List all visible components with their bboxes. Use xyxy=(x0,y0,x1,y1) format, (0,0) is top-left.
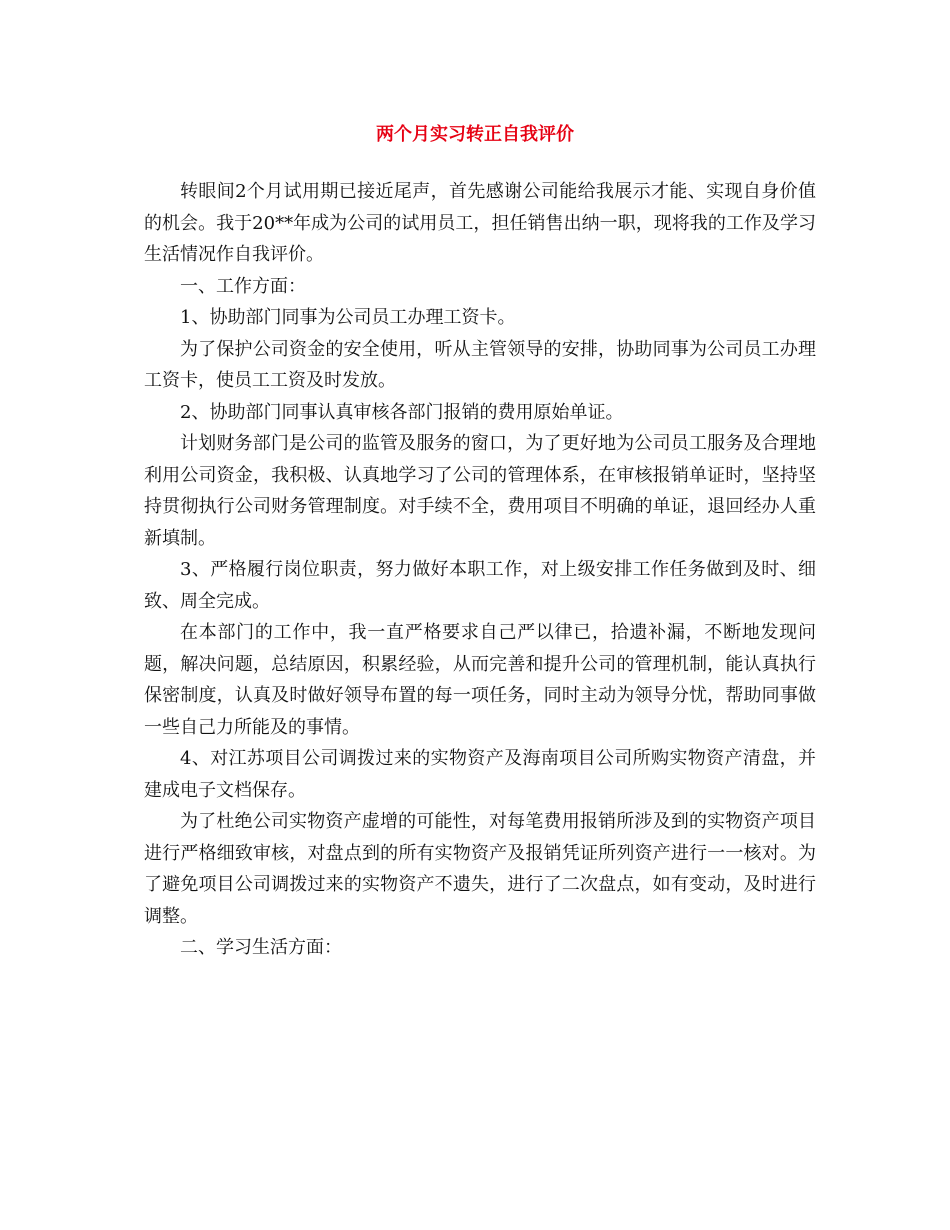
section-heading-study: 二、学习生活方面： xyxy=(180,937,342,958)
paragraph-item-2: 计划财务部门是公司的监管及服务的窗口，为了更好地为公司员工服务及合理地利用公司资金，我积极、认真地学习了公司的管理体系，在审核报销单证时，坚持坚持贯彻执行公司财务管理制度。对手续不全，费用项目不明确的单证，退回经办人重新填制。 xyxy=(144,433,816,549)
section-heading-work: 一、工作方面： xyxy=(180,275,306,297)
document-title: 两个月实习转正自我评价 xyxy=(376,124,574,145)
item-heading-3: 3、严格履行岗位职责，努力做好本职工作，对上级安排工作任务做到及时、细致、周全完成。 xyxy=(144,559,816,612)
item-heading-4: 4、对江苏项目公司调拨过来的实物资产及海南项目公司所购实物资产清盘，并建成电子文档保存。 xyxy=(144,748,816,801)
paragraph-item-4: 为了杜绝公司实物资产虚增的可能性，对每笔费用报销所涉及到的实物资产项目进行严格细致审核，对盘点到的所有实物资产及报销凭证所列资产进行一一核对。为了避免项目公司调拨过来的实物资产不遗失，进行了二次盘点，如有变动，及时进行调整。 xyxy=(144,811,816,927)
paragraph-intro: 转眼间2个月试用期已接近尾声，首先感谢公司能给我展示才能、实现自身价值的机会。我于20**年成为公司的试用员工，担任销售出纳一职，现将我的工作及学习生活情况作自我评价。 xyxy=(144,181,816,265)
paragraph-item-1: 为了保护公司资金的安全使用，听从主管领导的安排，协助同事为公司员工办理工资卡，使员工工资及时发放。 xyxy=(144,338,816,391)
document-body xyxy=(144,176,816,964)
paragraph-item-3: 在本部门的工作中，我一直严格要求自己严以律已，拾遗补漏，不断地发现问题，解决问题，总结原因，积累经验，从而完善和提升公司的管理机制，能认真执行保密制度，认真及时做好领导布置的每一项任务，同时主动为领导分忧，帮助同事做一些自己力所能及的事情。 xyxy=(144,622,816,738)
item-heading-2: 2、协助部门同事认真审核各部门报销的费用原始单证。 xyxy=(180,401,624,423)
item-heading-1: 1、协助部门同事为公司员工办理工资卡。 xyxy=(180,307,516,328)
